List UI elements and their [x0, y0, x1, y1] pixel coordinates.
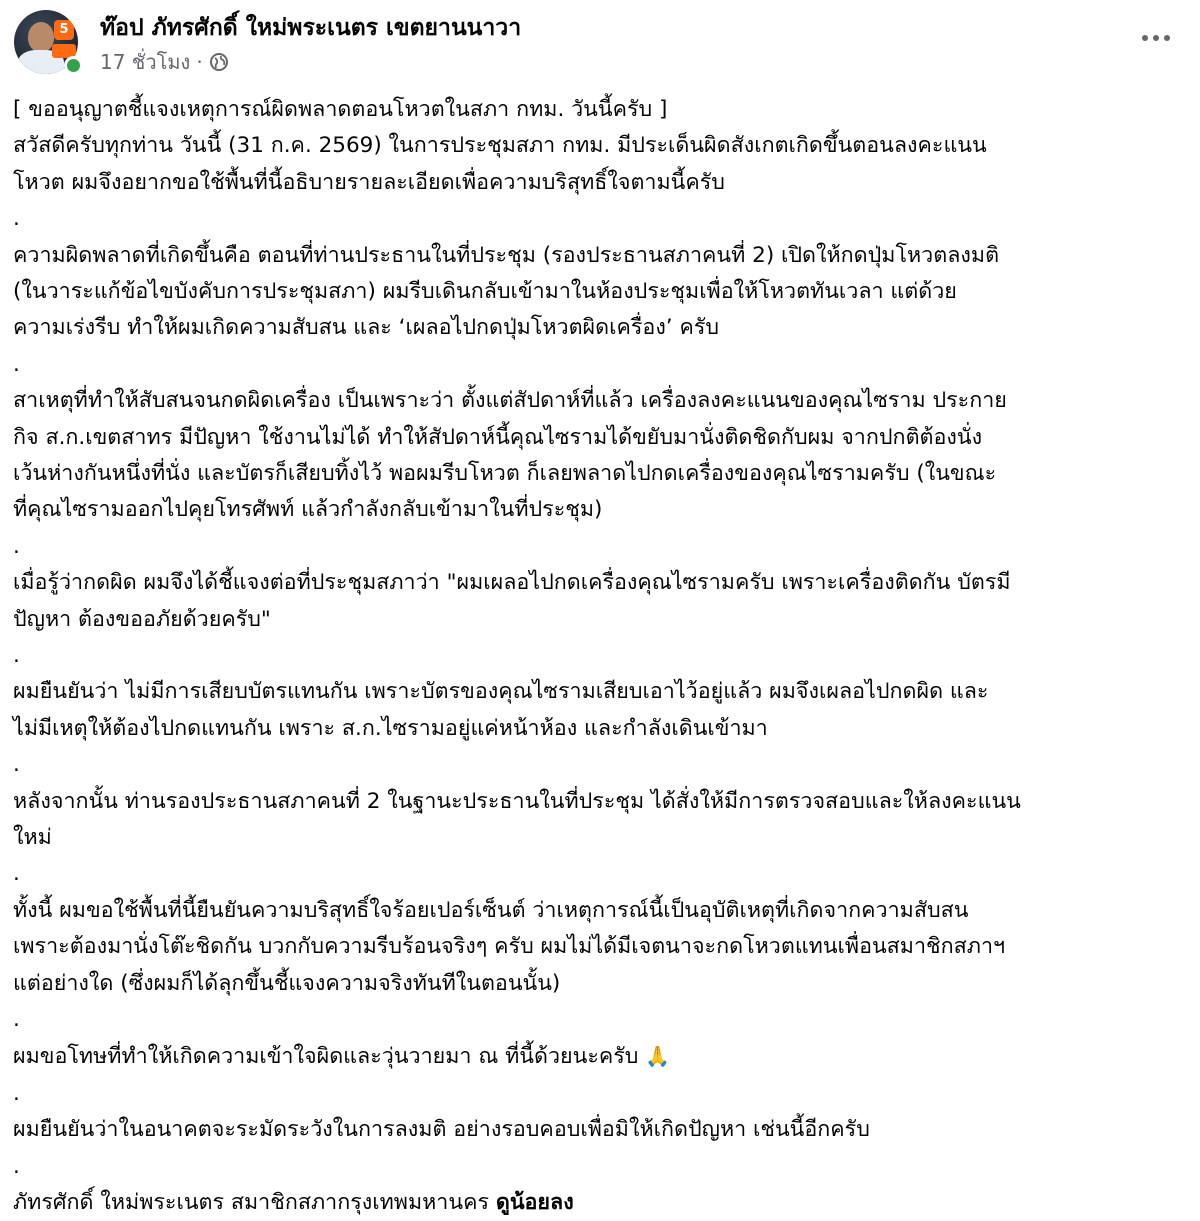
paragraph-separator: .: [13, 643, 20, 669]
post-header: [0, 0, 1200, 90]
online-status-icon: [64, 56, 83, 75]
paragraph-separator: .: [13, 351, 20, 377]
meta-separator: ·: [196, 50, 203, 74]
post-text-line: ปัญหา ต้องขออภัยด้วยครับ": [13, 606, 271, 632]
post-text-line: สาเหตุที่ทำให้สับสนจนกดผิดเครื่อง เป็นเพราะว่า ตั้งแต่สัปดาห์ที่แล้ว เครื่องลงคะแนนของคุณไซราม ประกาย: [13, 388, 1007, 414]
avatar-badge: 5: [54, 20, 74, 40]
post-body: [13, 92, 1183, 1221]
post-text-line: ผมยืนยันว่าในอนาคตจะระมัดระวังในการลงมติ อย่างรอบคอบเพื่อมิให้เกิดปัญหา เช่นนี้อีกครับ: [13, 1117, 870, 1143]
signature-text: ภัทรศักดิ์ ใหม่พระเนตร สมาชิกสภากรุงเทพมหานคร: [13, 1190, 490, 1216]
apology-text: ผมขอโทษที่ทำให้เกิดความเข้าใจผิดและวุ่นวายมา ณ ที่นี้ด้วยนะครับ: [13, 1044, 639, 1070]
post-text-line: ไม่มีเหตุให้ต้องไปกดแทนกัน เพราะ ส.ก.ไซรามอยู่แค่หน้าห้อง และกำลังเดินเข้ามา: [13, 715, 768, 741]
avatar-face: [28, 22, 54, 52]
paragraph-separator: .: [13, 533, 20, 559]
post-text-line: ความเร่งรีบ ทำให้ผมเกิดความสับสน และ ‘เผลอไปกดปุ่มโหวตผิดเครื่อง’ ครับ: [13, 315, 720, 341]
more-options-icon[interactable]: [1136, 18, 1176, 58]
post-text-line: ที่คุณไซรามออกไปคุยโทรศัพท์ แล้วกำลังกลับเข้ามาในที่ประชุม): [13, 497, 603, 523]
post-signature-line: [13, 1185, 1183, 1221]
globe-icon[interactable]: [209, 52, 229, 72]
post-text-line: หลังจากนั้น ท่านรองประธานสภาคนที่ 2 ในฐานะประธานในที่ประชุม ได้สั่งให้มีการตรวจสอบและให้ลงคะแนน: [13, 788, 1021, 814]
post-text-line: แต่อย่างใด (ซึ่งผมก็ได้ลุกขึ้นชี้แจงความจริงทันทีในตอนนั้น): [13, 970, 561, 996]
post-text-line: ผมยืนยันว่า ไม่มีการเสียบบัตรแทนกัน เพราะบัตรของคุณไซรามเสียบเอาไว้อยู่แล้ว ผมจึงเผลอไปกดผิด และ: [13, 679, 989, 705]
post-timestamp[interactable]: 17 ชั่วโมง: [100, 50, 191, 74]
post-meta: [100, 46, 229, 78]
post-text-line: ใหม่: [13, 825, 52, 851]
paragraph-separator: .: [13, 861, 20, 887]
post-text-line: เว้นห่างกันหนึ่งที่นั่ง และบัตรก็เสียบทิ้งไว้ พอผมรีบโหวต ก็เลยพลาดไปกดเครื่องของคุณไซรามครับ (ในขณะ: [13, 461, 997, 487]
post-heading: [ ขออนุญาตชี้แจงเหตุการณ์ผิดพลาดตอนโหวตในสภา กทม. วันนี้ครับ ]: [13, 97, 668, 122]
see-less-link[interactable]: ดูน้อยลง: [495, 1190, 574, 1216]
post-text-line: (ในวาระแก้ข้อไขบังคับการประชุมสภา) ผมรีบเดินกลับเข้ามาในห้องประชุมเพื่อให้โหวตทันเวลา แต่ด้วย: [13, 279, 957, 305]
pray-emoji-icon: 🙏: [645, 1044, 671, 1069]
paragraph-separator: .: [13, 1007, 20, 1033]
post-author-name[interactable]: ท๊อป ภัทรศักดิ์ ใหม่พระเนตร เขตยานนาวา: [100, 15, 522, 41]
paragraph-separator: .: [13, 1080, 20, 1106]
post-text-line: เพราะต้องมานั่งโต๊ะชิดกัน บวกกับความรีบร้อนจริงๆ ครับ ผมไม่ได้มีเจตนาจะกดโหวตแทนเพื่อนสมาชิกสภาฯ: [13, 934, 1006, 960]
post-text-line: [13, 1038, 1183, 1075]
post-text-line: ความผิดพลาดที่เกิดขึ้นคือ ตอนที่ท่านประธานในที่ประชุม (รองประธานสภาคนที่ 2) เปิดให้กดปุ่มโหวตลงมติ: [13, 242, 1000, 268]
paragraph-separator: .: [13, 752, 20, 778]
post-text-line: ทั้งนี้ ผมขอใช้พื้นที่นี้ยืนยันความบริสุทธิ์ใจร้อยเปอร์เซ็นต์ ว่าเหตุการณ์นี้เป็นอุบัติเหตุที่เกิดจากความสับสน: [13, 897, 969, 923]
paragraph-separator: .: [13, 206, 20, 232]
post-text-line: สวัสดีครับทุกท่าน วันนี้ (31 ก.ค. 2569) ในการประชุมสภา กทม. มีประเด็นผิดสังเกตเกิดขึ้นตอนลงคะแนน: [13, 133, 987, 159]
post-text-line: โหวต ผมจึงอยากขอใช้พื้นที่นี้อธิบายรายละเอียดเพื่อความบริสุทธิ์ใจตามนี้ครับ: [13, 169, 725, 195]
post-text-line: เมื่อรู้ว่ากดผิด ผมจึงได้ชี้แจงต่อที่ประชุมสภาว่า "ผมเผลอไปกดเครื่องคุณไซรามครับ เพราะเครื่องติดกัน บัตรมี: [13, 570, 1011, 596]
post-text-line: กิจ ส.ก.เขตสาทร มีปัญหา ใช้งานไม่ได้ ทำให้สัปดาห์นี้คุณไซรามได้ขยับมานั่งติดชิดกับผม จากปกติต้องนั่ง: [13, 424, 983, 450]
paragraph-separator: .: [13, 1153, 20, 1179]
